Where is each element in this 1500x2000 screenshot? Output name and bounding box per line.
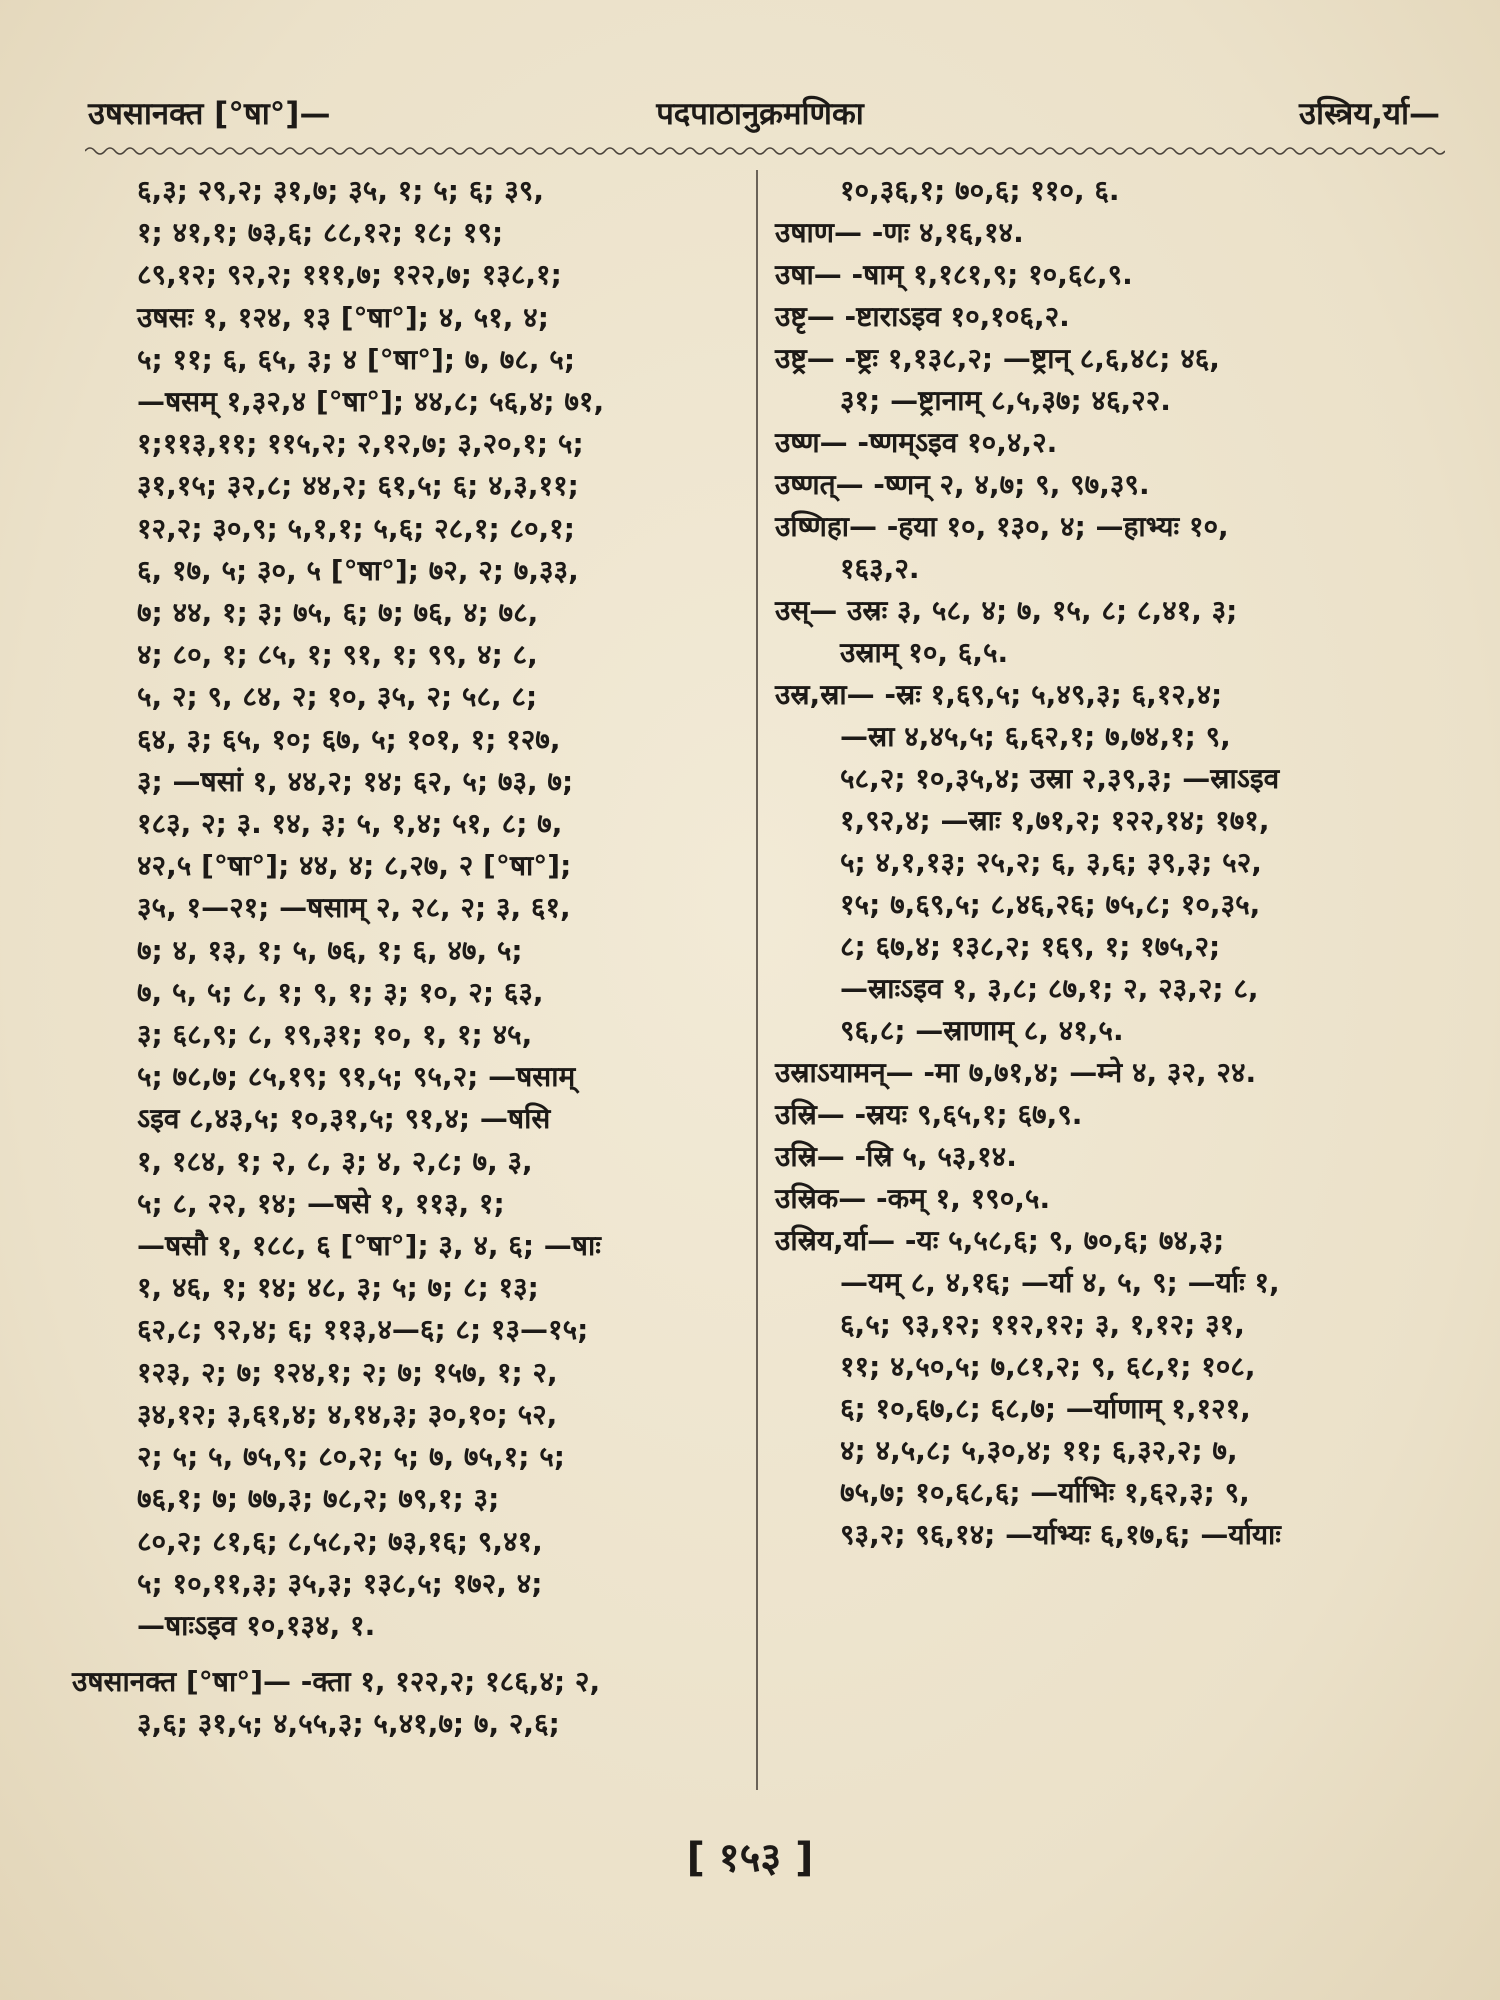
- index-line: उषसः १, १२४, १३ [°षा°]; ४, ५१, ४;: [137, 300, 549, 334]
- index-line: ऽइव ८,४३,५; १०,३१,५; ९१,४; —षसि: [137, 1102, 551, 1136]
- index-line: उस्— उस्रः ३, ५८, ४; ७, १५, ८; ८,४१, ३;: [775, 594, 1238, 627]
- index-line: —षसम् १,३२,४ [°षा°]; ४४,८; ५६,४; ७१,: [137, 385, 605, 419]
- index-line: ३,६; ३१,५; ४,५५,३; ५,४१,७; ७, २,६;: [137, 1707, 560, 1741]
- left-column: [72, 170, 712, 1746]
- index-line: उस्रि— -स्रि ५, ५३,१४.: [775, 1140, 1017, 1173]
- index-line: उष्णिहा— -हया १०, १३०, ४; —हाभ्यः १०,: [775, 510, 1229, 543]
- index-line: १८३, २; ३. १४, ३; ५, १,४; ५१, ८; ७,: [137, 807, 563, 841]
- index-line: ८९,१२; ९२,२; १११,७; १२२,७; १३८,१;: [137, 258, 562, 292]
- index-line: ५; ४,१,१३; २५,२; ६, ३,६; ३९,३; ५२,: [840, 846, 1262, 879]
- index-line: उस्र,स्रा— -स्रः १,६९,५; ५,४९,३; ६,१२,४;: [775, 678, 1223, 711]
- index-line: ७, ५, ५; ८, १; ९, १; ३; १०, २; ६३,: [137, 975, 544, 1009]
- index-line: १०,३६,१; ७०,६; ११०, ६.: [840, 174, 1120, 207]
- index-line: उष्ट्र— -ष्ट्रः १,१३८,२; —ष्ट्रान् ८,६,४८; ४६,: [775, 342, 1220, 375]
- index-line: ५; ७८,७; ८५,१९; ९१,५; ९५,२; —षसाम्: [137, 1060, 576, 1094]
- index-line: ११; ४,५०,५; ७,८१,२; ९, ६८,१; १०८,: [840, 1350, 1256, 1383]
- index-line: ८०,२; ८१,६; ८,५८,२; ७३,१६; ९,४१,: [137, 1524, 543, 1558]
- index-line: ७; ४, १३, १; ५, ७६, १; ६, ४७, ५;: [137, 933, 523, 967]
- index-line: उष्ण— -ष्णम्ऽइव १०,४,२.: [775, 426, 1058, 459]
- index-line: उषा— -षाम् १,१८१,९; १०,६८,९.: [775, 258, 1133, 291]
- index-line: उषाण— -णः ४,१६,१४.: [775, 216, 1024, 249]
- index-line: १६३,२.: [840, 552, 920, 585]
- wavy-rule: [85, 144, 1445, 158]
- index-line: ४; ८०, १; ८५, १; ९१, १; ९९, ४; ८,: [137, 638, 538, 672]
- index-line: ४; ४,५,८; ५,३०,४; ११; ६,३२,२; ७,: [840, 1434, 1238, 1467]
- index-line: उषसानक्त [°षा°]— -क्ता १, १२२,२; १८६,४; २,: [72, 1665, 601, 1699]
- index-line: —षसौ १, १८८, ६ [°षा°]; ३, ४, ६; —षाः: [137, 1229, 601, 1263]
- index-line: ७६,१; ७; ७७,३; ७८,२; ७९,१; ३;: [137, 1482, 500, 1516]
- index-line: ५; ८, २२, १४; —षसे १, ११३, १;: [137, 1186, 505, 1220]
- index-line: ६४, ३; ६५, १०; ६७, ५; १०१, १; १२७,: [137, 722, 561, 756]
- index-line: ५; १०,११,३; ३५,३; १३८,५; १७२, ४;: [137, 1566, 543, 1600]
- index-line: ९३,२; ९६,१४; —र्याभ्यः ६,१७,६; —र्यायाः: [840, 1518, 1281, 1551]
- index-line: १२३, २; ७; १२४,१; २; ७; १५७, १; २,: [137, 1355, 558, 1389]
- index-line: १५; ७,६९,५; ८,४६,२६; ७५,८; १०,३५,: [840, 888, 1261, 921]
- index-line: १, १८४, १; २, ८, ३; ४, २,८; ७, ३,: [137, 1144, 533, 1178]
- column-divider: [756, 170, 758, 1790]
- page-number: [ १५३ ]: [686, 1835, 814, 1881]
- header-title: पदपाठानुक्रमणिका: [656, 96, 864, 132]
- index-line: ५८,२; १०,३५,४; उस्रा २,३९,३; —स्राऽइव: [840, 762, 1280, 795]
- index-line: उष्णत्— -ष्णन् २, ४,७; ९, ९७,३९.: [775, 468, 1150, 501]
- index-line: १,९२,४; —स्राः १,७१,२; १२२,१४; १७१,: [840, 804, 1270, 837]
- index-line: उस्रिक— -कम् १, १९०,५.: [775, 1182, 1051, 1215]
- index-line: ६, १७, ५; ३०, ५ [°षा°]; ७२, २; ७,३३,: [137, 553, 579, 587]
- index-line: ३१,१५; ३२,८; ४४,२; ६१,५; ६; ४,३,११;: [137, 469, 579, 503]
- index-line: ८; ६७,४; १३८,२; १६९, १; १७५,२;: [840, 930, 1221, 963]
- index-line: १;११३,११; ११५,२; २,१२,७; ३,२०,१; ५;: [137, 427, 584, 461]
- index-line: ३५, १—२१; —षसाम् २, २८, २; ३, ६१,: [137, 891, 571, 925]
- index-line: —स्रा ४,४५,५; ६,६२,१; ७,७४,१; ९,: [840, 720, 1231, 753]
- index-line: ७; ४४, १; ३; ७५, ६; ७; ७६, ४; ७८,: [137, 596, 539, 630]
- index-line: ६२,८; ९२,४; ६; ११३,४—६; ८; १३—१५;: [137, 1313, 589, 1347]
- index-line: उस्रि— -स्रयः ९,६५,१; ६७,९.: [775, 1098, 1083, 1131]
- index-line: ३; ६८,९; ८, १९,३१; १०, १, १; ४५,: [137, 1018, 533, 1052]
- index-line: ३; —षसां १, ४४,२; १४; ६२, ५; ७३, ७;: [137, 764, 574, 798]
- index-line: १२,२; ३०,९; ५,१,१; ५,६; २८,१; ८०,१;: [137, 511, 575, 545]
- right-column: [775, 170, 1425, 1556]
- index-line: ३१; —ष्ट्रानाम् ८,५,३७; ४६,२२.: [840, 384, 1171, 417]
- header-right-entry: उस्त्रिय,र्या—: [1299, 96, 1440, 132]
- index-line: ५, २; ९, ८४, २; १०, ३५, २; ५८, ८;: [137, 680, 538, 714]
- index-line: उस्राम् १०, ६,५.: [840, 636, 1009, 669]
- index-line: उष्टृ— -ष्टाराऽइव १०,१०६,२.: [775, 300, 1070, 333]
- index-line: ४२,५ [°षा°]; ४४, ४; ८,२७, २ [°षा°];: [137, 849, 572, 883]
- index-line: ९६,८; —स्राणाम् ८, ४१,५.: [840, 1014, 1124, 1047]
- index-line: १; ४१,१; ७३,६; ८८,१२; १८; १९;: [137, 216, 504, 250]
- running-header: [80, 88, 1440, 138]
- index-line: ३४,१२; ३,६१,४; ४,१४,३; ३०,१०; ५२,: [137, 1397, 558, 1431]
- index-line: १, ४६, १; १४; ४८, ३; ५; ७; ८; १३;: [137, 1271, 539, 1305]
- index-line: ५; ११; ६, ६५, ३; ४ [°षा°]; ७, ७८, ५;: [137, 342, 576, 376]
- index-line: २; ५; ५, ७५,९; ८०,२; ५; ७, ७५,१; ५;: [137, 1440, 565, 1474]
- index-line: ७५,७; १०,६८,६; —र्याभिः १,६२,३; ९,: [840, 1476, 1250, 1509]
- index-line: उस्राऽयामन्— -मा ७,७१,४; —म्ने ४, ३२, २४.: [775, 1056, 1257, 1089]
- index-line: ६,५; ९३,१२; ११२,१२; ३, १,१२; ३१,: [840, 1308, 1245, 1341]
- index-line: —स्राःऽइव १, ३,८; ८७,१; २, २३,२; ८,: [840, 972, 1259, 1005]
- index-line: —षाःऽइव १०,१३४, १.: [137, 1608, 376, 1642]
- entry-gap: [72, 1647, 712, 1661]
- index-line: ६; १०,६७,८; ६८,७; —र्याणाम् १,१२१,: [840, 1392, 1251, 1425]
- index-line: —यम् ८, ४,१६; —र्या ४, ५, ९; —र्याः १,: [840, 1266, 1280, 1299]
- index-line: ६,३; २९,२; ३१,७; ३५, १; ५; ६; ३९,: [137, 174, 545, 207]
- index-line: उस्रिय,र्या— -यः ५,५८,६; ९, ७०,६; ७४,३;: [775, 1224, 1225, 1257]
- header-left-entry: उषसानक्त [°षा°]—: [88, 96, 331, 132]
